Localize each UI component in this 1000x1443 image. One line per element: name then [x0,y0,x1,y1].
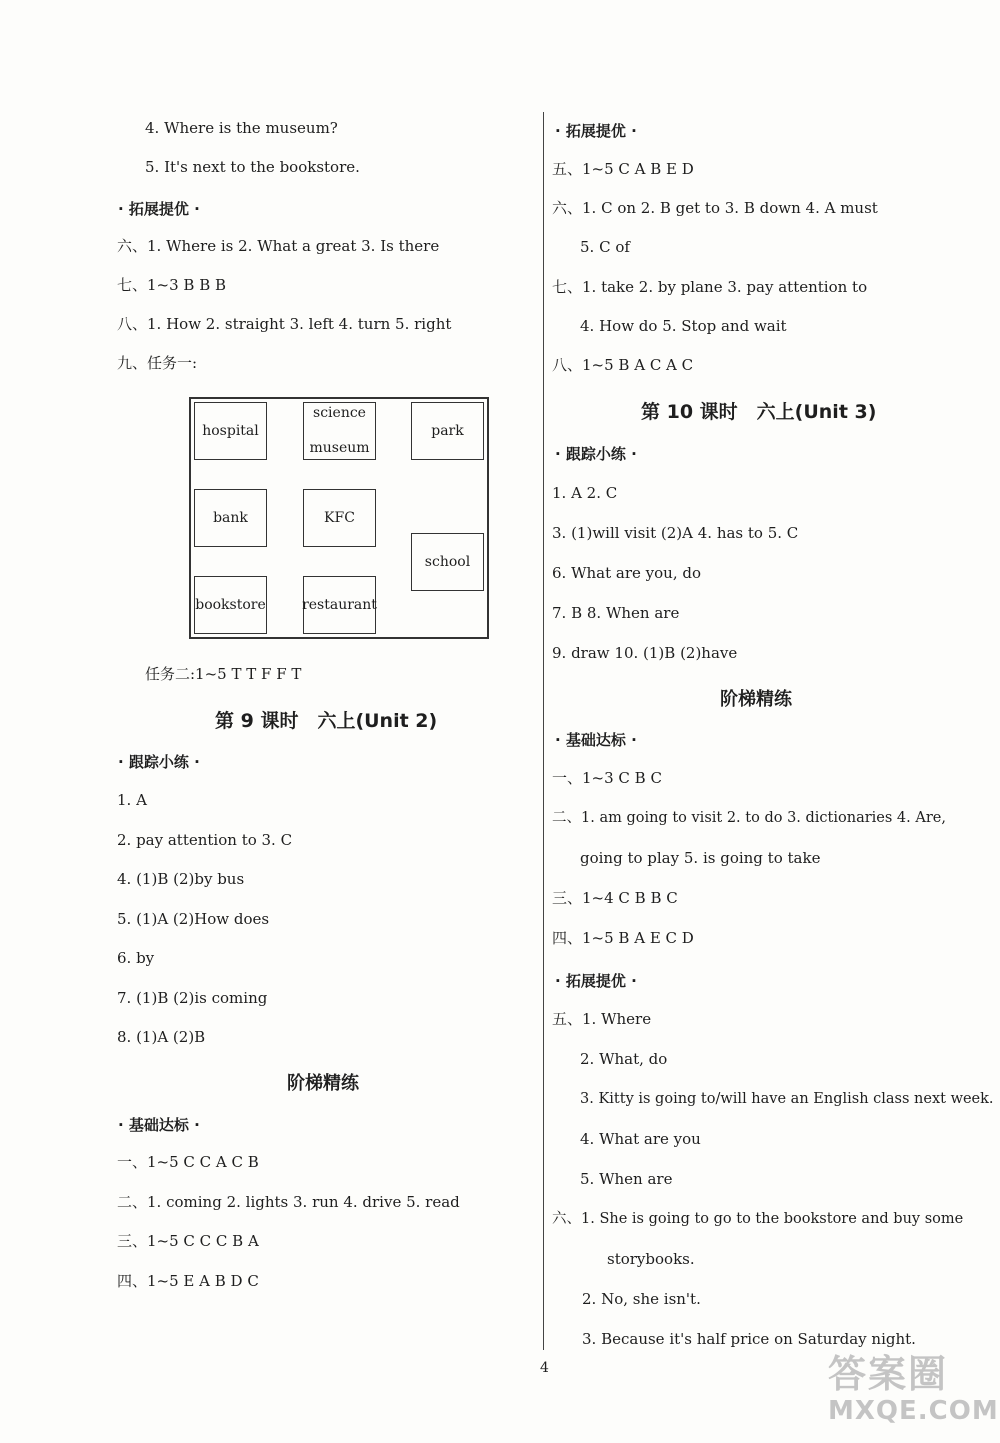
section-heading: · 跟踪小练 · [555,445,637,463]
answer-line: 4. Where is the museum? [145,119,338,137]
map-cell-kfc: KFC [303,489,376,547]
answer-line: 4. (1)B (2)by bus [117,870,245,888]
lesson-title: 第 10 课时 六上(Unit 3) [641,401,877,423]
map-cell-restaurant: restaurant [303,576,376,634]
answer-line: 任务二:1~5 T T F F T [145,665,302,683]
answer-line: 4. What are you [580,1130,701,1148]
answer-line: 1. A [117,791,147,809]
answer-line: 6. What are you, do [552,564,701,582]
answer-line: 四、1~5 E A B D C [117,1272,259,1290]
subsection-title: 阶梯精练 [720,689,792,710]
answer-line: 六、1. Where is 2. What a great 3. Is there [117,237,440,255]
lesson-title: 第 9 课时 六上(Unit 2) [215,710,438,732]
answer-line: 八、1. How 2. straight 3. left 4. turn 5. right [117,315,452,333]
answer-line: 3. Kitty is going to/will have an English class next week. [580,1091,994,1107]
answer-line: 三、1~4 C B B C [552,889,678,907]
answer-line: 七、1. take 2. by plane 3. pay attention to [552,278,868,296]
section-heading: · 拓展提优 · [555,972,637,990]
answer-line: 五、1~5 C A B E D [552,160,694,178]
answer-line: 9. draw 10. (1)B (2)have [552,644,738,662]
answer-line: 三、1~5 C C C B A [117,1232,259,1250]
answer-line: 七、1~3 B B B [117,276,227,294]
answer-line: 5. When are [580,1170,673,1188]
section-heading: · 基础达标 · [555,731,637,749]
section-heading: · 拓展提优 · [118,200,200,218]
answer-line: 5. C of [580,238,630,256]
map-cell-school: school [411,533,484,591]
answer-line: going to play 5. is going to take [580,849,821,867]
answer-line: 7. B 8. When are [552,604,680,622]
answer-line: 八、1~5 B A C A C [552,356,694,374]
map-cell-bookstore: bookstore [194,576,267,634]
answer-line: 2. pay attention to 3. C [117,831,293,849]
map-cell-bank: bank [194,489,267,547]
answer-line: 7. (1)B (2)is coming [117,989,268,1007]
answer-line: 3. Because it's half price on Saturday night. [582,1330,916,1348]
answer-line: 1. A 2. C [552,484,618,502]
section-heading: · 跟踪小练 · [118,753,200,771]
page-number: 4 [540,1360,549,1376]
answer-line: 五、1. Where [552,1010,652,1028]
map-cell-park: park [411,402,484,460]
answer-line: 二、1. coming 2. lights 3. run 4. drive 5. read [117,1193,460,1211]
answer-line: 6. by [117,949,155,967]
answer-line: 4. How do 5. Stop and wait [580,317,787,335]
watermark: 答案圈 MXQE.COM [828,1352,999,1426]
section-heading: · 拓展提优 · [555,122,637,140]
answer-line: 8. (1)A (2)B [117,1028,206,1046]
answer-line: 3. (1)will visit (2)A 4. has to 5. C [552,524,799,542]
map-cell-hospital: hospital [194,402,267,460]
answer-line: 六、1. C on 2. B get to 3. B down 4. A must [552,199,878,217]
map-cell-science-museum: science museum [303,402,376,460]
answer-line: 一、1~3 C B C [552,769,662,787]
answer-line: storybooks. [607,1250,695,1268]
answer-line: 2. What, do [580,1050,668,1068]
answer-line: 九、任务一: [117,354,198,372]
subsection-title: 阶梯精练 [287,1073,359,1094]
answer-line: 二、1. am going to visit 2. to do 3. dictionaries 4. Are, [552,810,946,826]
answer-line: 四、1~5 B A E C D [552,929,694,947]
section-heading: · 基础达标 · [118,1116,200,1134]
answer-line: 六、1. She is going to go to the bookstore and buy some [552,1211,964,1227]
map-diagram [189,397,489,639]
answer-line: 一、1~5 C C A C B [117,1153,259,1171]
column-divider [543,112,544,1350]
answer-line: 2. No, she isn't. [582,1290,701,1308]
answer-line: 5. (1)A (2)How does [117,910,270,928]
answer-line: 5. It's next to the bookstore. [145,158,360,176]
